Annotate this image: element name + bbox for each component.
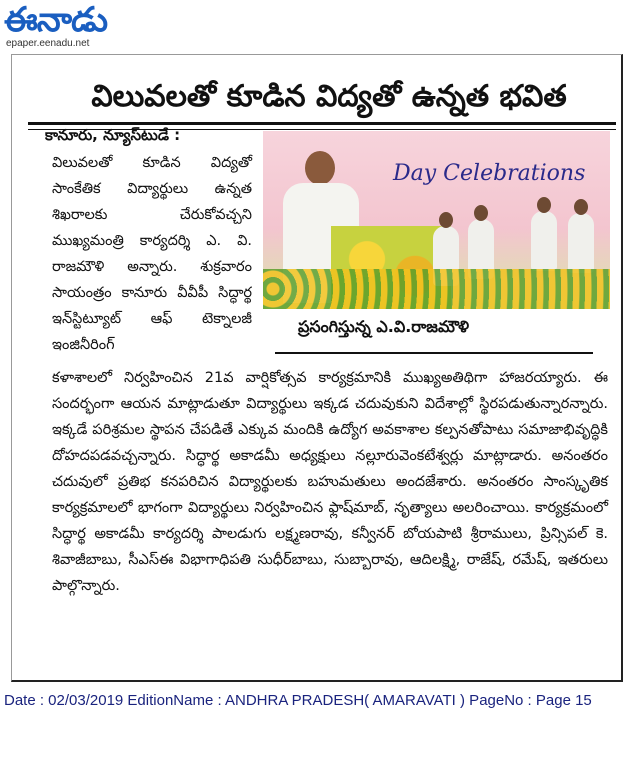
photo-banner-text: Day Celebrations bbox=[393, 161, 586, 186]
edition-footer: Date : 02/03/2019 EditionName : ANDHRA PRADESH( AMARAVATI ) PageNo : Page 15 bbox=[4, 692, 592, 709]
caption-rule bbox=[275, 352, 593, 354]
article-column bbox=[52, 150, 252, 358]
article-dateline: కానూరు, న్యూస్‌టుడే : bbox=[45, 126, 181, 144]
masthead bbox=[2, 0, 142, 60]
guest-figure bbox=[531, 211, 557, 271]
flower-decoration bbox=[263, 269, 610, 309]
article-body bbox=[52, 365, 608, 599]
article-photo bbox=[263, 131, 610, 309]
guest-figure bbox=[568, 213, 594, 273]
eenadu-logo: ఈనాడు bbox=[4, 0, 108, 40]
article-headline: విలువలతో కూడిన విద్యతో ఉన్నత భవిత bbox=[91, 79, 567, 114]
speaker-head bbox=[305, 151, 335, 185]
column-paragraph: విలువలతో కూడిన విద్యతో సాంకేతిక విద్యార్థులు ఉన్నత శిఖరాలకు చేరుకోవచ్చని ముఖ్యమంత్రి కార్యదర్శి ఎ. వి. రాజమౌళి అన్నారు. శుక్రవారం సాయంత్రం కానూరు వీవీపీ సిద్ధార్థ ఇన్‌స్టిట్యూట్ ఆఫ్ టెక్నాలజీ ఇంజినీరింగ్ bbox=[52, 155, 252, 353]
photo-caption: ప్రసంగిస్తున్న ఎ.వి.రాజమౌళి bbox=[298, 317, 470, 336]
epaper-url: epaper.eenadu.net bbox=[6, 38, 90, 49]
body-paragraph: కళాశాలలో నిర్వహించిన 21వ వార్షికోత్సవ కార్యక్రమానికి ముఖ్యఅతిథిగా హాజరయ్యారు. ఈ సందర్భంగా ఆయన మాట్లాడుతూ విద్యార్థులు ఇక్కడ చదువుకుని విదేశాల్లో స్థిరపడుతున్నారన్నారు. ఇక్కడే పరిశ్రమల స్థాపన చేపడితే ఎక్కువ మందికి ఉద్యోగ అవకాశాల కల్పనతోపాటు సమాజాభివృద్ధికి దోహదపడవచ్చన్నారు. సిద్ధార్థ అకాడమీ అధ్యక్షులు నల్లూరువెంకటేశ్వర్లు మాట్లాడారు. అనంతరం చదువులో ప్రతిభ కనపరిచిన విద్యార్థులకు బహుమతులు అందజేశారు. అనంతరం సాంస్కృతిక కార్యక్రమాలలో భాగంగా విద్యార్థులు నిర్వహించిన ఫ్లాష్‌మాబ్, నృత్యాలు అలరించాయి. కార్యక్రమంలో సిద్ధార్థ అకాడమీ కార్యదర్శి పాలడుగు లక్ష్మణరావు, కన్వీనర్ బోయపాటి శ్రీరాములు, ప్రిన్సిపల్ కె. శివాజీబాబు, సీఎస్ఈ విభాగాధిపతి సుధీర్‌బాబు, సుబ్బారావు, ఆదిలక్ష్మి, రాజేష్, రమేష్, ఇతరులు పాల్గొన్నారు. bbox=[52, 370, 608, 594]
